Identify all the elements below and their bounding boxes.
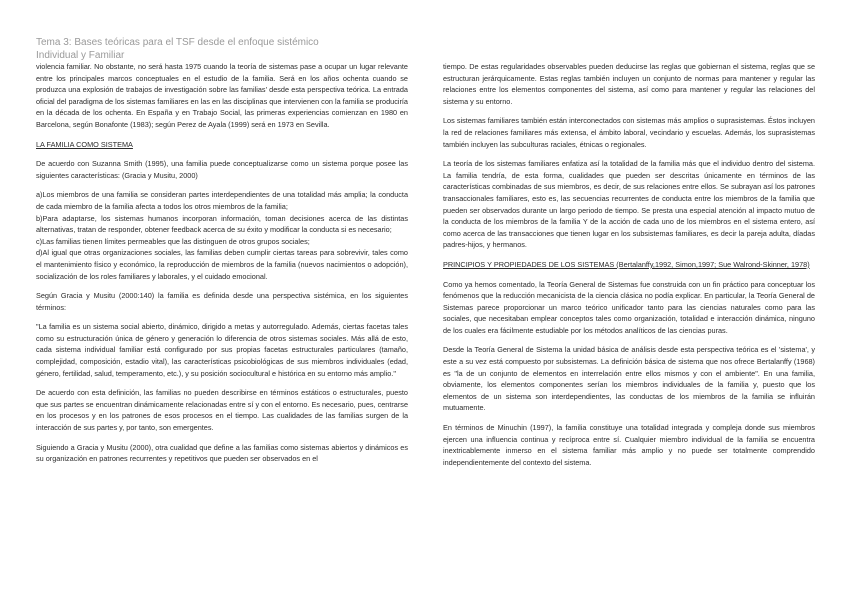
quote-paragraph: "La familia es un sistema social abierto, dinámico, dirigido a metas y autorregulado. Además, ciertas facetas tales como su estructuración única de género y generación lo diferencia de otros sistemas sociales. Más allá de esto, cada sistema individual familiar está configurado por sus propias facetas estructurales particulares (tamaño, complejidad, composición, estadio vital), las características psicobiológicas de sus miembros individuales (edad, género, fertilidad, salud, temperamento, etc.), y su posición sociocultural e histórica en su entorno más amplio." [36, 322, 408, 378]
header-subtitle: Individual y Familiar [36, 50, 125, 61]
paragraph: Desde la Teoría General de Sistema la unidad básica de análisis desde esta perspectiva teórica es el 'sistema', y este a su vez está compuesto por subsistemas. La definición básica de sistema que nos ofrece Bertalanffy (1968) es "la de un conjunto de elementos en interrelación entre ellos mismos y con el ambiente". En una familia, obviamente, los elementos componentes serían los miembros individuales de la familia y, puesto que los elementos de un sistema son interdependientes, las conductas de los miembros de la familia se influirán mutuamente. [443, 345, 815, 413]
paragraph: violencia familiar. No obstante, no será hasta 1975 cuando la teoría de sistemas pase a ocupar un lugar relevante entre los principales marcos conceptuales en el estudio de la familia. Será en los años ochenta cuando se produzca una explosión de trabajos de investigación sobre las familias' desde esta perspectiva teórica. La entrada oficial del paradigma de los sistemas familiares en las en las disciplinas que intervienen con la familia se produciría en la década de los ochenta. En España y en Trabajo Social, las primeras experiencias comienzan en 1980 en Barcelona, según Bonafonte (1983); según Perez de Ayala (1999) será en 1973 en Sevilla. [36, 62, 408, 129]
list-item: d)Al igual que otras organizaciones sociales, las familias deben cumplir ciertas tareas para sobrevivir, tales como el mantenimiento físico y económico, la reproducción de miembros de la familia (nuevos nacimientos o adopción), socialización de los roles familiares y laborales, y el cuidado emocional. [36, 248, 408, 281]
paragraph: La teoría de los sistemas familiares enfatiza así la totalidad de la familia más que el individuo dentro del sistema. La familia tendría, de esta forma, cualidades que pueden ser descritas únicamente en términos de las características combinadas de sus miembros, es decir, de sus relaciones entre ellos. Se subrayan así los patrones transaccionales familiares, esto es, las secuencias recurrentes de conducta entre los miembros de la familia que pueden ser observados durante un largo periodo de tiempo. Se presta una especial atención al impacto mutuo de la conducta de los miembros de la familia Y de la acción de cada uno de los miembros en el sistema entero, así como acerca de las transacciones que tienen lugar en los subsistemas familiares, es decir la pareja adulta, díadas padres-hijos, y hermanos. [443, 159, 815, 250]
paragraph: En términos de Minuchin (1997), la familia constituye una totalidad integrada y compleja donde sus miembros ejercen una influencia continua y recíproca entre sí. Cualquier miembro individual de la familia se encuentra inextricablemente inmerso en el sistema familiar más amplio y no puede ser totalmente comprendido independientemente del contexto del sistema. [443, 423, 815, 467]
list-item: c)Las familias tienen límites permeables que las distinguen de otros grupos sociales; [36, 236, 310, 246]
right-column [443, 61, 815, 476]
header-title: Tema 3: Bases teóricas para el TSF desde el enfoque sistémico [36, 37, 319, 48]
paragraph: Siguiendo a Gracia y Musitu (2000), otra cualidad que define a las familias como sistemas abiertos y dinámicos es su organización en patrones recurrentes y repetitivos que pueden ser observados en el [36, 442, 408, 464]
section-heading: PRINCIPIOS Y PROPIEDADES DE LOS SISTEMAS (Bertalanffy,1992, Simon,1997; Sue Walrond-Skinner, 1978) [443, 259, 810, 269]
section-heading: LA FAMILIA COMO SISTEMA [36, 139, 133, 149]
left-column [36, 61, 408, 473]
document-header [36, 36, 319, 62]
list-item: b)Para adaptarse, los sistemas humanos incorporan información, toman decisiones acerca de las distintas alternativas, tratan de responder, obtener feedback acerca de su éxito y modificar la conducta si es necesario; [36, 213, 408, 235]
list-item: a)Los miembros de una familia se consideran partes interdependientes de una totalidad más amplia; la conducta de cada miembro de la familia afecta a todos los otros miembros de la familia; [36, 190, 408, 211]
paragraph: Como ya hemos comentado, la Teoría General de Sistemas fue construida con un fin práctico para conceptuar los fenómenos que la reducción mecanicista de la ciencia clásica no podía explicar. En particular, la Teoría General de Sistemas parece proporcionar un marco teórico unificador tanto para las ciencias naturales como para las sociales, que necesitaban emplear conceptos tales como organización, totalidad e interacción dinámica, ninguno de los cuales era fácilmente estudiable por los métodos analíticos de las ciencias puras. [443, 279, 815, 335]
paragraph: Los sistemas familiares también están interconectados con sistemas más amplios o suprasistemas. Éstos incluyen la red de relaciones familiares más extensa, el ámbito laboral, vecindario y escuelas. Además, los suprasistemas también incluyen las subculturas raciales, étnicas o regionales. [443, 116, 815, 149]
paragraph: Según Gracia y Musitu (2000:140) la familia es definida desde una perspectiva sistémica, en los siguientes términos: [36, 291, 408, 312]
paragraph: tiempo. De estas regularidades observables pueden deducirse las reglas que gobiernan el sistema, reglas que se estructuran jerárquicamente. Estas reglas también incluyen un conjunto de normas para mantener y regular las relaciones entre los elementos componentes del sistema, así como para mantener y regular las relaciones del sistema y su entorno. [443, 62, 815, 106]
paragraph: De acuerdo con Suzanna Smith (1995), una familia puede conceptualizarse como un sistema porque posee las siguientes características: (Gracia y Musitu, 2000) [36, 159, 408, 180]
paragraph: De acuerdo con esta definición, las familias no pueden describirse en términos estáticos o estructurales, puesto que sus partes se encuentran dinámicamente relacionadas entre sí y con el entorno. Es necesario, pues, centrarse en los procesos y en los patrones de esos procesos en el tiempo. Las cualidades de las familias surgen de la interacción de sus partes y, por tanto, son emergentes. [36, 388, 408, 433]
